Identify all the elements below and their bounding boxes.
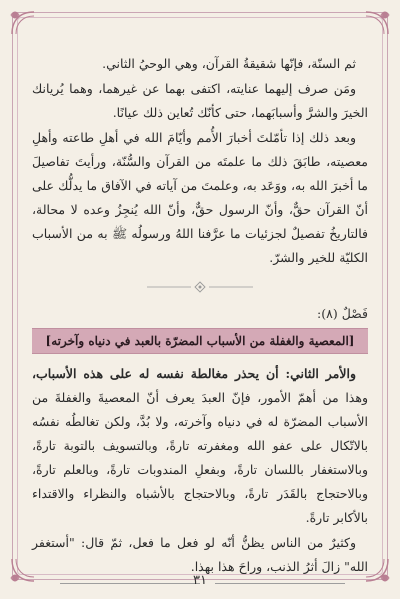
paragraph [32, 531, 368, 579]
paragraph-text: ثم السنّة، فإنّها شقيقةُ القرآن، وهي الوحيُ الثاني. [102, 56, 356, 71]
paragraph-lead: والأمر الثاني: أن يحذر مغالطة نفسه له على هذه الأسباب، [32, 366, 356, 381]
corner-ornament-icon [362, 8, 392, 38]
section-heading: فَصْلٌ (٨): [317, 306, 368, 321]
divider-ornament-icon [145, 280, 255, 294]
corner-ornament-icon [8, 8, 38, 38]
paragraph-text: وكثيرٌ من الناس يظنُّ أنّه لو فعل ما فعل، ثمّ قال: "أستغفر الله" زالَ أثرُ الذنب، وراحَ هذا بهذا. [32, 535, 368, 574]
section-divider [32, 276, 368, 298]
paragraph [32, 126, 368, 270]
section-title-banner: [المعصية والغفلة من الأسباب المضرّة بالعبد في دنياه وآخرته] [32, 328, 368, 354]
paragraph [32, 77, 368, 125]
paragraph-text: وبعد ذلك إذا تأمّلتَ أخبارَ الأُمم وأيّامَ الله في أهلِ طاعته وأهلِ معصيته، طابَقَ ذلك ما علمتَه من القرآن والسُّنّة، ورأيتَ تفاصيلَ ما أخبرَ الله به، ووَعَد به، وعلمتَ من آياته في الآفاق ما يدلُّك على أنّ القرآن حقٌّ، وأنّ الرسول حقٌّ، وأنّ الله يُنجِزُ وعده لا محالة، فالتاريخُ تفصيلٌ لجزئيات ما عرَّفنا اللهُ ورسولُه ﷺ به من الأسباب الكليّة للخير والشرّ. [32, 130, 368, 265]
page-number: ٣١ [193, 573, 207, 588]
paragraph [32, 362, 368, 530]
paragraph-text: وهذا من أهمّ الأمور، فإنّ العبدَ يعرف أنّ المعصيةَ والغفلةَ من الأسباب المضرّة له في دنياه وآخرته، ولا بُدَّ، ولكن تغالطُه نفسُه بالاتّكال على عفو الله ومغفرته تارةً، وبالتسويف بالتوبة تارةً، وبالاستغفار باللسان تارةً، وبفعلِ المندوبات تارةً، وبالعلم تارةً، وبالاحتجاج بالقَدَر تارةً، وبالاحتجاج بالأشباه والنظراء والاقتداء بالأكابر تارةً. [32, 390, 368, 525]
paragraph [32, 52, 368, 76]
page-body [32, 52, 368, 580]
paragraph-text: ومَن صرف إليهما عنايته، اكتفى بهما عن غيرهما، وهما يُريانك الخيرَ والشرَّ وأسبابَهما، حتى كأنّك تُعاين ذلك عيانًا. [32, 81, 368, 120]
